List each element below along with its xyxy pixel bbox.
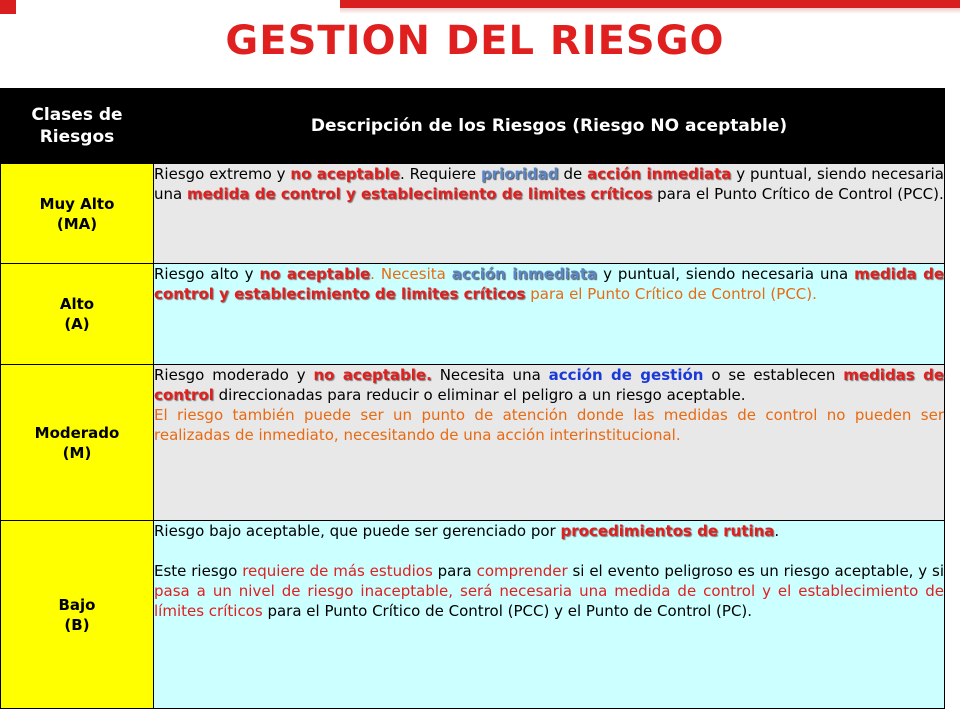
table-row [1,521,945,709]
risk-class-code: (MA) [56,214,98,233]
risk-description-cell [154,521,945,709]
header-class-line2: Riesgos [39,127,115,147]
header-risk-class [1,89,154,164]
table-row [1,264,945,365]
risk-class-name: Moderado [34,423,120,442]
table-row [1,164,945,264]
header-description: Descripción de los Riesgos (Riesgo NO aceptable) [154,89,945,164]
top-right-fade-stripe [340,8,960,14]
risk-class-code: (M) [62,443,92,462]
risk-description: Riesgo extremo y no aceptable. Requiere prioridad de acción inmediata y puntual, siendo necesaria una medida de control y establecimiento de limites críticos para el Punto Crítico de Control (PCC). [154,165,944,203]
table-row [1,365,945,521]
risk-description-second: Este riesgo requiere de más estudios para comprender si el evento peligroso es un riesgo aceptable, y si pasa a un nivel de riesgo inaceptable, será necesaria una medida de control y el establecimiento de límites críticos para el Punto Crítico de Control (PCC) y el Punto de Control (PC). [154,562,945,620]
risk-class-name: Alto [59,295,95,313]
header-class-line1: Clases de [31,105,123,125]
risk-class-cell [1,164,154,264]
top-right-red-stripe [340,0,960,8]
risk-class-cell [1,264,154,365]
top-left-red-block [0,0,16,14]
page-title: GESTION DEL RIESGO [225,18,725,64]
risk-description-extra: El riesgo también puede ser un punto de atención donde las medidas de control no pueden ser realizadas de inmediato, necesitando de una acción interinstitucional. [154,406,944,444]
risk-description: Riesgo moderado y no aceptable. Necesita una acción de gestión o se establecen medidas de control direccionadas para reducir o eliminar el peligro a un riesgo aceptable. [154,366,944,404]
risk-class-name: Bajo [58,595,96,614]
risk-description-cell [154,264,945,365]
risk-class-cell [1,365,154,521]
risk-class-cell [1,521,154,709]
risk-description: Riesgo bajo aceptable, que puede ser gerenciado por procedimientos de rutina. [154,522,780,540]
top-decoration-bar [0,0,960,14]
risk-class-code: (A) [64,315,90,333]
risk-description: Riesgo alto y no aceptable. Necesita acción inmediata y puntual, siendo necesaria una medida de control y establecimiento de limites críticos para el Punto Crítico de Control (PCC). [154,265,944,303]
table-header-row [1,89,945,164]
risk-class-code: (B) [64,615,90,634]
risk-class-name: Muy Alto [39,194,115,213]
risk-table [0,88,945,709]
risk-description-cell [154,365,945,521]
risk-description-cell [154,164,945,264]
